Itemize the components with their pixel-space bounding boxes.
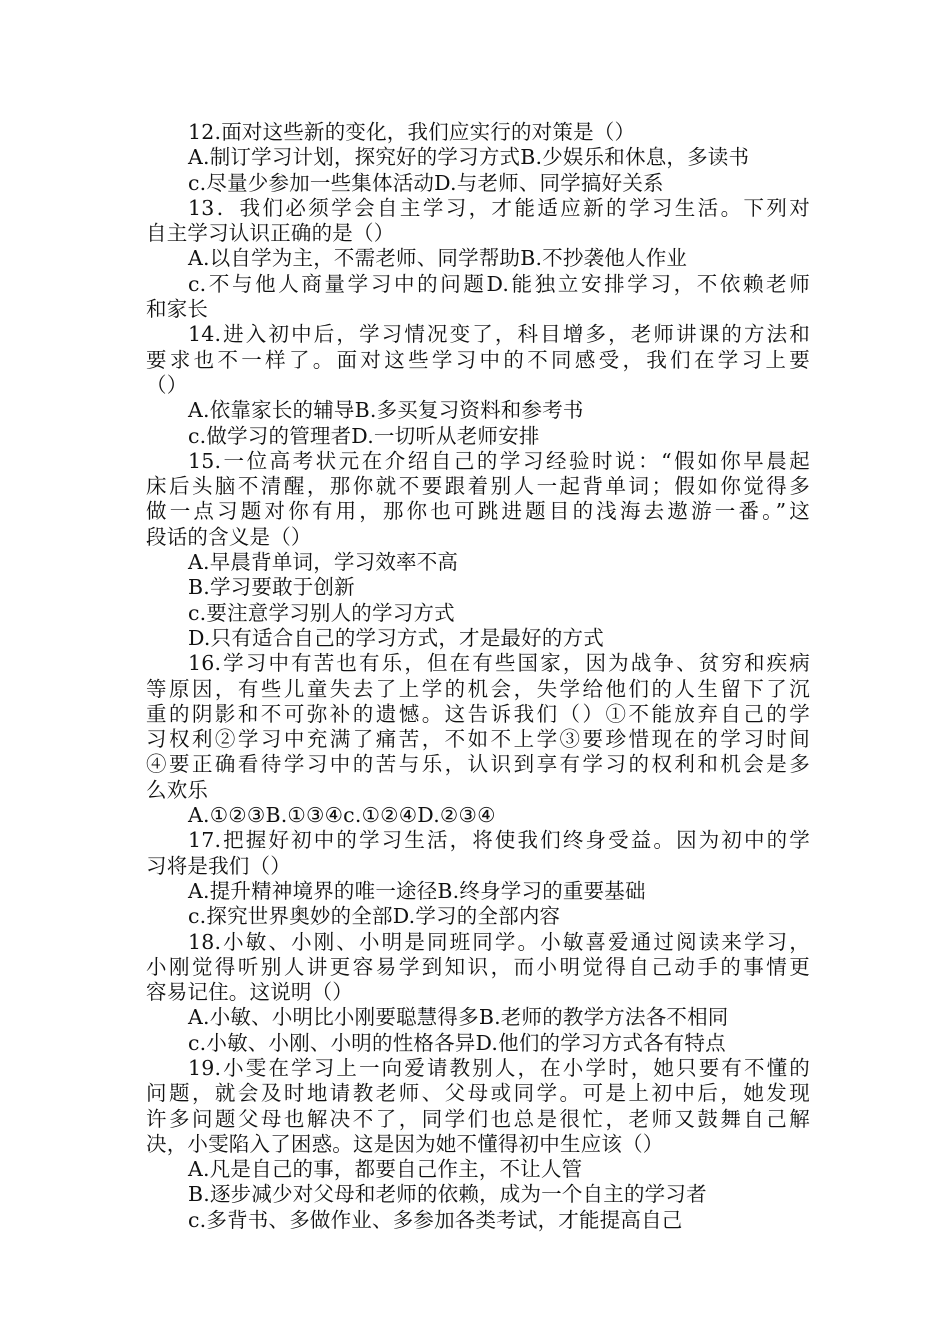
- text-line: 问题，就会及时地请教老师、父母或同学。可是上初中后，她发现: [146, 1081, 810, 1106]
- text-line: 许多问题父母也解决不了，同学们也总是很忙，老师又鼓舞自己解: [146, 1106, 810, 1131]
- text-line: c.不与他人商量学习中的问题D.能独立安排学习，不依赖老师: [188, 271, 810, 296]
- text-line: A.小敏、小明比小刚要聪慧得多B.老师的教学方法各不相同: [188, 1005, 729, 1030]
- text-line: 容易记住。这说明（）: [146, 980, 353, 1005]
- text-line: c.要注意学习别人的学习方式: [188, 600, 455, 625]
- text-line: 18.小敏、小刚、小明是同班同学。小敏喜爱通过阅读来学习，: [188, 929, 810, 954]
- text-line: A.依靠家长的辅导B.多买复习资料和参考书: [188, 398, 584, 423]
- text-line: 习权利②学习中充满了痛苦，不如不上学③要珍惜现在的学习时间: [146, 727, 810, 752]
- text-line: 习将是我们（）: [146, 853, 291, 878]
- text-line: 15.一位高考状元在介绍自己的学习经验时说：“假如你早晨起: [188, 448, 810, 473]
- text-line: A.以自学为主，不需老师、同学帮助B.不抄袭他人作业: [188, 246, 688, 271]
- text-line: 和家长: [146, 297, 209, 322]
- text-line: 做一点习题对你有用，那你也可跳进题目的浅海去遨游一番。”这: [146, 499, 810, 524]
- text-line: 12.面对这些新的变化，我们应实行的对策是（）: [188, 120, 636, 144]
- text-line: 14.进入初中后，学习情况变了，科目增多，老师讲课的方法和: [188, 322, 810, 347]
- text-line: B.逐步减少对父母和老师的依赖，成为一个自主的学习者: [188, 1182, 707, 1207]
- text-line: A.①②③B.①③④c.①②④D.②③④: [188, 803, 496, 828]
- text-line: 19.小雯在学习上一向爱请教别人，在小学时，她只要有不懂的: [188, 1055, 810, 1080]
- text-line: A.凡是自己的事，都要自己作主，不让人管: [188, 1157, 583, 1182]
- text-line: B.学习要敢于创新: [188, 575, 355, 600]
- text-line: 段话的含义是（）: [146, 524, 312, 549]
- text-line: c.做学习的管理者D.一切听从老师安排: [188, 423, 540, 448]
- text-line: 么欢乐: [146, 777, 209, 802]
- text-line: （）: [146, 372, 188, 397]
- text-line: 13．我们必须学会自主学习，才能适应新的学习生活。下列对: [188, 195, 810, 220]
- text-line: 17.把握好初中的学习生活，将使我们终身受益。因为初中的学: [188, 828, 810, 853]
- document-page: [146, 120, 810, 1233]
- text-line: A.提升精神境界的唯一途径B.终身学习的重要基础: [188, 878, 646, 903]
- text-line: 重的阴影和不可弥补的遗憾。这告诉我们（）①不能放弃自己的学: [146, 701, 810, 726]
- text-line: 16.学习中有苦也有乐，但在有些国家，因为战争、贫穷和疾病: [188, 651, 810, 676]
- text-line: A.早晨背单词，学习效率不高: [188, 550, 459, 575]
- text-line: 自主学习认识正确的是（）: [146, 221, 395, 246]
- text-line: c.多背书、多做作业、多参加各类考试，才能提高自己: [188, 1207, 683, 1232]
- text-line: D.只有适合自己的学习方式，才是最好的方式: [188, 625, 604, 650]
- text-line: c.探究世界奥妙的全部D.学习的全部内容: [188, 904, 561, 929]
- text-line: 要求也不一样了。面对这些学习中的不同感受，我们在学习上要: [146, 347, 810, 372]
- text-line: 床后头脑不清醒，那你就不要跟着别人一起背单词；假如你觉得多: [146, 474, 810, 499]
- text-line: 等原因，有些儿童失去了上学的机会，失学给他们的人生留下了沉: [146, 676, 810, 701]
- text-line: A.制订学习计划，探究好的学习方式B.少娱乐和休息，多读书: [188, 145, 750, 170]
- text-line: 小刚觉得听别人讲更容易学到知识，而小明觉得自己动手的事情更: [146, 954, 810, 979]
- text-line: 决，小雯陷入了困惑。这是因为她不懂得初中生应该（）: [146, 1131, 664, 1156]
- text-line: c.尽量少参加一些集体活动D.与老师、同学搞好关系: [188, 170, 664, 195]
- text-line: c.小敏、小刚、小明的性格各异D.他们的学习方式各有特点: [188, 1030, 726, 1055]
- text-line: ④要正确看待学习中的苦与乐，认识到享有学习的权利和机会是多: [146, 752, 810, 777]
